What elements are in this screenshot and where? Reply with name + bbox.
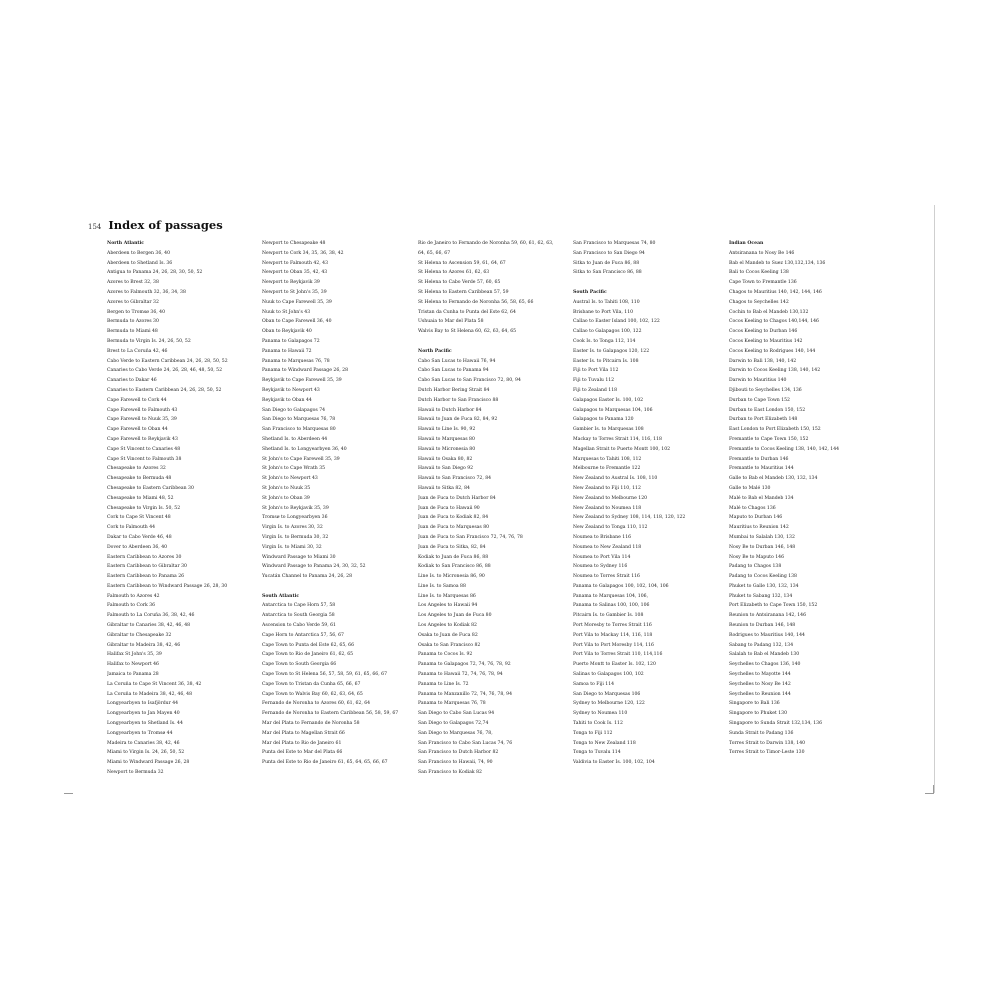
- index-entry: Hawaii to Marquesas 80: [418, 436, 475, 442]
- index-entry: Antarctica to South Georgia 58: [262, 613, 335, 619]
- index-column-2: [262, 239, 412, 768]
- index-entry: Dover to Aberdeen 36, 40: [107, 544, 168, 550]
- index-entry: Tonga to Fiji 112: [573, 730, 613, 736]
- index-entry: Austral Is. to Tahiti 108, 110: [573, 299, 640, 305]
- region-heading: South Pacific: [573, 289, 607, 295]
- index-entry: Galle to Bab el Mandeb 130, 132, 134: [729, 476, 818, 482]
- index-entry: Newport to Oban 35, 42, 43: [262, 270, 328, 276]
- index-entry: San Francisco to Marquesas 80: [262, 427, 336, 433]
- index-entry: Gibraltar to Chesapeake 32: [107, 632, 172, 638]
- index-entry: Phuket to Galle 130, 132, 134: [729, 583, 799, 589]
- index-entry: Panama to Galapagos 100, 102, 104, 106: [573, 583, 669, 589]
- index-entry: Punta del Este to Rio de Janeiro 61, 65, 64, 65, 66, 67: [262, 760, 388, 766]
- index-entry: Puerto Montt to Easter Is. 102, 120: [573, 662, 656, 668]
- index-entry: Fremantle to Cocos Keeling 138, 140, 142, 144: [729, 446, 840, 452]
- index-entry: Tonga to Tuvalu 114: [573, 750, 621, 756]
- index-entry: Juan de Fuca to Kodiak 82, 84: [418, 515, 489, 521]
- index-entry: Hawaii to San Diego 92: [418, 466, 474, 472]
- index-entry: Hawaii to Dutch Harbor 84: [418, 407, 482, 413]
- index-entry: Rodrigues to Mauritius 140, 144: [729, 632, 805, 638]
- index-entry: Sydney to Noumea 110: [573, 711, 628, 717]
- index-entry: Bermuda to Virgin Is. 24, 26, 50, 52: [107, 338, 191, 344]
- index-entry: Cabo San Lucas to Hawaii 76, 94: [418, 358, 496, 364]
- index-entry: Hawaii to Juan de Fuca 82, 84, 92: [418, 417, 498, 423]
- index-entry: Line Is. to Micronesia 86, 90: [418, 574, 485, 580]
- index-entry: Cape Town to Walvis Bay 60, 62, 63, 64, 65: [262, 691, 363, 697]
- index-column-1: [107, 239, 257, 778]
- index-entry: Juan de Fuca to Sitka, 82, 84: [418, 544, 486, 550]
- index-entry: St John's to Nuuk 35: [262, 485, 311, 491]
- index-entry: Miami to Virgin Is. 24, 26, 50, 52: [107, 750, 185, 756]
- index-entry: Newport to Bermuda 32: [107, 770, 164, 776]
- index-entry: Chesapeake to Azores 32: [107, 466, 166, 472]
- index-entry: Ascension to Cabo Verde 59, 61: [262, 623, 336, 629]
- index-entry: Longyearbyen to Tromsø 44: [107, 730, 173, 736]
- index-entry: Cape Horn to Antarctica 57, 56, 67: [262, 632, 344, 638]
- index-entry: Cape Farewell to Nuuk 35, 39: [107, 417, 177, 423]
- index-entry: San Francisco to Cabo San Lucas 74, 76: [418, 740, 513, 746]
- index-entry: 64, 65, 66, 67: [418, 250, 451, 256]
- index-entry: Hawaii to Micronesia 80: [418, 446, 476, 452]
- index-entry: Panama to Cocos Is. 92: [418, 652, 473, 658]
- index-entry: St John's to Oban 39: [262, 495, 310, 501]
- index-entry: Noumea to Sydney 116: [573, 564, 628, 570]
- index-entry: Easter Is. to Galapagos 120, 122: [573, 348, 650, 354]
- index-entry: Port Elizabeth to Cape Town 150, 152: [729, 603, 818, 609]
- index-entry: Chesapeake to Virgin Is. 50, 52: [107, 505, 181, 511]
- index-entry: Cochin to Bab el Mandeb 130,132: [729, 309, 809, 315]
- index-entry: Seychelles to Chagos 136, 140: [729, 662, 801, 668]
- index-entry: Chagos to Seychelles 142: [729, 299, 789, 305]
- index-entry: Bergen to Tromsø 36, 40: [107, 309, 166, 315]
- index-entry: Fiji to Zealand 118: [573, 387, 618, 393]
- index-entry: San Diego to Galapagos 72,74: [418, 721, 489, 727]
- index-entry: San Francisco to Kodiak 82: [418, 770, 482, 776]
- index-entry: San Francisco to Dutch Harbor 82: [418, 750, 499, 756]
- index-entry: Antigua to Panama 24, 26, 28, 30, 50, 52: [107, 270, 203, 276]
- index-entry: Azores to Falmouth 32, 36, 34, 38: [107, 289, 186, 295]
- index-entry: Galapagos to Panama 120: [573, 417, 634, 423]
- index-entry: Bermuda to Miami 48: [107, 329, 158, 335]
- index-entry: Line Is. to Marquesas 86: [418, 593, 476, 599]
- index-entry: San Diego to Marquesas 76, 78,: [418, 730, 493, 736]
- index-entry: Melbourne to Fremantle 122: [573, 466, 641, 472]
- index-entry: Port Vila to Mackay 114, 116, 118: [573, 632, 653, 638]
- index-entry: Noumea to New Zealand 118: [573, 544, 642, 550]
- index-entry: San Diego to Galapagos 74: [262, 407, 326, 413]
- index-entry: Windward Passage to Panama 24, 30, 32, 52: [262, 564, 366, 570]
- index-entry: Juan de Fuca to Marquesas 80: [418, 525, 490, 531]
- index-entry: Punta del Este to Mar del Plata 66: [262, 750, 343, 756]
- index-entry: Fernando de Noronha to Eastern Caribbean 56, 58, 59, 67: [262, 711, 399, 717]
- index-entry: Cape Town to Fremantle 136: [729, 280, 797, 286]
- index-entry: Durban to East London 150, 152: [729, 407, 806, 413]
- index-entry: Cape St Vincent to Canaries 48: [107, 446, 181, 452]
- index-entry: Callao to Galapagos 100, 122: [573, 329, 642, 335]
- index-entry: Seychelles to Nosy Be 142: [729, 681, 791, 687]
- index-entry: Valdivia to Easter Is. 100, 102, 104: [573, 760, 655, 766]
- index-entry: Tahiti to Cook Is. 112: [573, 721, 623, 727]
- spacer: [573, 278, 723, 288]
- index-entry: Cape Town to Punta del Este 62, 65, 66: [262, 642, 355, 648]
- index-entry: Reykjavik to Newport 43: [262, 387, 320, 393]
- index-entry: Longyearbyen to Jan Mayen 40: [107, 711, 180, 717]
- index-entry: San Francisco to Hawaii, 74, 90: [418, 760, 493, 766]
- index-entry: Marquesas to Tahiti 108, 112: [573, 456, 642, 462]
- index-entry: Bab el Mandeb to Suez 130,132,134, 136: [729, 260, 826, 266]
- index-entry: Windward Passage to Miami 30: [262, 554, 336, 560]
- index-entry: Cape Town to St Helena 56, 57, 58, 59, 61, 65, 66, 67: [262, 672, 387, 678]
- index-entry: Line Is. to Samoa 88: [418, 583, 466, 589]
- index-entry: Panama to Salinas 100, 100, 106: [573, 603, 650, 609]
- index-entry: Cape Farewell to Falmouth 43: [107, 407, 178, 413]
- index-entry: Darwin to Cocos Keeling 138, 140, 142: [729, 368, 821, 374]
- index-entry: Antarctica to Cape Horn 57, 58: [262, 603, 336, 609]
- index-entry: Chesapeake to Miami 48, 52: [107, 495, 174, 501]
- index-entry: Cape Farewell to Reykjavik 43: [107, 436, 178, 442]
- index-entry: St Helena to Fernando de Noronha 56, 58, 65, 66: [418, 299, 534, 305]
- index-entry: New Zealand to Tonga 110, 112: [573, 525, 648, 531]
- index-entry: Mauritius to Reunion 142: [729, 525, 789, 531]
- index-entry: Panama to Galapagos 72: [262, 338, 320, 344]
- index-entry: Easter Is. to Pitcairn Is. 108: [573, 358, 639, 364]
- index-entry: Oban to Cape Farewell 36, 40: [262, 319, 332, 325]
- index-entry: Port Vila to Torres Strait 110, 114,116: [573, 652, 663, 658]
- index-entry: Galle to Malé 130: [729, 485, 771, 491]
- index-entry: Canaries to Cabo Verde 24, 26, 28, 46, 48, 50, 52: [107, 368, 223, 374]
- index-entry: Reykjavik to Cape Farewell 35, 39: [262, 378, 342, 384]
- index-entry: Mar del Plata to Rio de Janeiro 61: [262, 740, 342, 746]
- index-entry: Madeira to Canaries 38, 42, 46: [107, 740, 180, 746]
- index-entry: Mackay to Torres Strait 114, 116, 118: [573, 436, 662, 442]
- index-entry: Cape Farewell to Oban 44: [107, 427, 168, 433]
- index-entry: New Zealand to Fiji 110, 112: [573, 485, 641, 491]
- page-number: 154: [88, 223, 102, 231]
- page-title: Index of passages: [108, 218, 223, 232]
- index-entry: Juan de Fuca to Dutch Harbor 84: [418, 495, 496, 501]
- index-entry: Osaka to Juan de Fuca 82: [418, 632, 478, 638]
- index-entry: Torres Strait to Timor-Leste 130: [729, 750, 805, 756]
- index-entry: Shetland Is. to Aberdeen 44: [262, 436, 328, 442]
- index-entry: Kodiak to San Francisco 86, 88: [418, 564, 491, 570]
- index-entry: Salalah to Bab el Mandeb 130: [729, 652, 800, 658]
- index-entry: Virgin Is. to Azores 30, 32: [262, 525, 323, 531]
- index-entry: Antsiranana to Nosy Be 146: [729, 250, 795, 256]
- index-entry: Fernando de Noronha to Azores 60, 61, 62, 64: [262, 701, 371, 707]
- index-entry: Cape Town to South Georgia 66: [262, 662, 337, 668]
- index-entry: Newport to Reykjavik 39: [262, 280, 320, 286]
- index-entry: Singapore to Phuket 130: [729, 711, 787, 717]
- index-entry: San Diego to Marquesas 106: [573, 691, 641, 697]
- index-entry: Eastern Caribbean to Azores 30: [107, 554, 182, 560]
- index-entry: Nuuk to St John's 43: [262, 309, 311, 315]
- index-entry: Sydney to Melbourne 120, 122: [573, 701, 645, 707]
- index-entry: Cork to Falmouth 44: [107, 525, 156, 531]
- index-entry: Djibouti to Seychelles 134, 136: [729, 387, 802, 393]
- index-entry: La Coruña to Cape St Vincent 36, 38, 42: [107, 681, 202, 687]
- index-entry: Malé to Bab el Mandeb 134: [729, 495, 794, 501]
- index-entry: Falmouth to Azores 42: [107, 593, 160, 599]
- index-entry: Rio de Janeiro to Fernando de Noronha 59, 60, 61, 62, 63,: [418, 241, 554, 246]
- index-entry: Torres Strait to Darwin 138, 140: [729, 740, 806, 746]
- index-entry: Cape St Vincent to Falmouth 38: [107, 456, 182, 462]
- index-entry: Dutch Harbor Bering Strait 84: [418, 387, 490, 393]
- index-entry: Gibraltar to Canaries 38, 42, 46, 48: [107, 623, 191, 629]
- index-entry: Tristan da Cunha to Punta del Este 62, 64: [418, 309, 516, 315]
- index-entry: Panama to Marquesas 104, 106,: [573, 593, 649, 599]
- index-entry: Falmouth to La Coruña 36, 38, 42, 46: [107, 613, 195, 619]
- index-entry: Darwin to Mauritius 140: [729, 378, 787, 384]
- index-entry: Darwin to Bali 138, 140, 142: [729, 358, 797, 364]
- index-entry: Noumea to Brisbane 116: [573, 534, 632, 540]
- index-entry: Panama to Line Is. 72: [418, 681, 469, 687]
- index-entry: Singapore to Bali 136: [729, 701, 780, 707]
- index-entry: Azores to Gibraltar 32: [107, 299, 159, 305]
- index-entry: Cocos Keeling to Durban 146: [729, 329, 798, 335]
- index-entry: Brest to La Coruña 42, 46: [107, 348, 168, 354]
- index-entry: Azores to Brest 32, 38: [107, 280, 159, 286]
- spacer: [418, 337, 568, 347]
- index-entry: Tonga to New Zealand 118: [573, 740, 636, 746]
- index-entry: Los Angeles to Kodiak 82: [418, 623, 477, 629]
- index-entry: Hawaii to Sitka 82, 84: [418, 485, 470, 491]
- region-heading: North Pacific: [418, 348, 452, 354]
- index-entry: St Helena to Ascension 59, 61, 64, 67: [418, 260, 506, 266]
- index-entry: Padang to Cocos Keeling 138: [729, 574, 797, 580]
- index-entry: Phuket to Sabang 132, 134: [729, 593, 793, 599]
- index-entry: Hawaii to San Francisco 72, 84: [418, 476, 492, 482]
- index-entry: Seychelles to Mayotte 144: [729, 672, 791, 678]
- index-entry: Eastern Caribbean to Gibraltar 30: [107, 564, 187, 570]
- index-entry: Cabo Verde to Eastern Caribbean 24, 26, 28, 50, 52: [107, 358, 228, 364]
- index-entry: St Helena to Cabo Verde 57, 60, 65: [418, 280, 501, 286]
- index-column-5: [729, 239, 879, 758]
- index-entry: East London to Port Elizabeth 150, 152: [729, 427, 821, 433]
- index-entry: Virgin Is. to Miami 30, 32: [262, 544, 322, 550]
- index-entry: Walvis Bay to St Helena 60, 62, 63, 64, 65: [418, 329, 517, 335]
- index-entry: Aberdeen to Shetland Is. 36: [107, 260, 173, 266]
- index-entry: Callao to Easter Island 100, 102, 122: [573, 319, 660, 325]
- index-entry: Dakar to Cabo Verde 46, 48: [107, 534, 172, 540]
- index-entry: Newport to Falmouth 42, 43: [262, 260, 328, 266]
- index-entry: Juan de Fuca to San Francisco 72, 74, 76, 78: [418, 534, 523, 540]
- index-entry: Reunion to Antsiranana 142, 146: [729, 613, 807, 619]
- index-entry: Malé to Chagos 136: [729, 505, 776, 511]
- index-entry: Singapore to Sunda Strait 132,134, 136: [729, 721, 822, 727]
- index-entry: Oban to Reykjavik 40: [262, 329, 312, 335]
- index-entry: Cocos Keeling to Chagos 140,144, 146: [729, 319, 819, 325]
- index-entry: Port Vila to Port Moresby 114, 116: [573, 642, 654, 648]
- index-entry: Eastern Caribbean to Panama 26: [107, 574, 185, 580]
- index-entry: Panama to Marquesas 76, 78: [418, 701, 486, 707]
- index-entry: Juan de Fuca to Hawaii 90: [418, 505, 480, 511]
- index-entry: New Zealand to Sydney 108, 114, 118, 120, 122: [573, 515, 686, 521]
- index-entry: Eastern Caribbean to Windward Passage 26, 28, 30: [107, 583, 228, 589]
- index-entry: Virgin Is. to Bermuda 30, 32: [262, 534, 329, 540]
- index-entry: Durban to Port Elizabeth 148: [729, 417, 798, 423]
- region-heading: North Atlantic: [107, 241, 145, 246]
- index-entry: Panama to Galapagos 72, 74, 76, 78, 92: [418, 662, 511, 668]
- index-entry: Mar del Plata to Magellan Strait 66: [262, 730, 345, 736]
- index-entry: San Diego to Marquesas 76, 78: [262, 417, 336, 423]
- index-entry: Los Angeles to Hawaii 94: [418, 603, 478, 609]
- index-entry: Hawaii to Osaka 80, 82: [418, 456, 473, 462]
- index-entry: St John's to Reykjavik 35, 39: [262, 505, 329, 511]
- index-entry: Galapagos to Marquesas 104, 106: [573, 407, 653, 413]
- index-entry: Newport to Cork 34, 35, 36, 38, 42: [262, 250, 344, 256]
- index-entry: Pitcairn Is. to Gambier Is. 108: [573, 613, 644, 619]
- index-entry: Cape Town to Tristan da Cunha 65, 66, 67: [262, 681, 361, 687]
- index-entry: St John's to Newport 43: [262, 476, 318, 482]
- index-entry: La Coruña to Madeira 38, 42, 46, 48: [107, 691, 193, 697]
- index-column-3: [418, 239, 568, 778]
- index-entry: Miami to Windward Passage 26, 28: [107, 760, 190, 766]
- page-header: [88, 218, 223, 232]
- index-entry: Gibraltar to Madeira 38, 42, 46: [107, 642, 181, 648]
- index-entry: Padang to Chagos 138: [729, 564, 782, 570]
- index-entry: Salinas to Galapagos 100, 102: [573, 672, 644, 678]
- index-entry: Panama to Hawaii 72: [262, 348, 312, 354]
- index-entry: Cape Town to Rio de Janeiro 61, 62, 65: [262, 652, 354, 658]
- index-column-4: [573, 239, 723, 768]
- index-entry: Magellan Strait to Puerto Montt 100, 102: [573, 446, 671, 452]
- spacer: [262, 582, 412, 592]
- index-entry: Cabo San Lucas to Panama 94: [418, 368, 489, 374]
- index-entry: Noumea to Port Vila 114: [573, 554, 631, 560]
- index-entry: Fremantle to Mauritius 144: [729, 466, 794, 472]
- index-entry: Panama to Manzanillo 72, 74, 76, 78, 94: [418, 691, 513, 697]
- index-entry: Hawaii to Line Is. 90, 92: [418, 427, 476, 433]
- index-entry: Newport to Chesapeake 48: [262, 241, 326, 246]
- index-entry: Cocos Keeling to Rodrigues 140, 144: [729, 348, 816, 354]
- index-entry: Sitka to Juan de Fuca 86, 88: [573, 260, 640, 266]
- index-entry: Yucatán Channel to Panama 24, 26, 28: [262, 574, 353, 580]
- index-entry: Brisbane to Port Vila, 110: [573, 309, 634, 315]
- index-entry: Los Angeles to Juan de Fuca 80: [418, 613, 492, 619]
- index-entry: New Zealand to Melbourne 120: [573, 495, 648, 501]
- index-entry: Cork to Cape St Vincent 48: [107, 515, 171, 521]
- index-entry: Sitka to San Francisco 86, 88: [573, 270, 642, 276]
- index-entry: Cabo San Lucas to San Francisco 72, 80, 94: [418, 378, 521, 384]
- index-entry: Bermuda to Azores 30: [107, 319, 159, 325]
- index-entry: Fiji to Tuvalu 112: [573, 378, 615, 384]
- index-entry: St John's to Cape Wrath 35: [262, 466, 326, 472]
- index-entry: Sunda Strait to Padang 136: [729, 730, 794, 736]
- index-entry: San Diego to Cabo San Lucas 94: [418, 711, 495, 717]
- index-entry: Newport to St John's 35, 39: [262, 289, 327, 295]
- index-entry: Nuuk to Cape Farewell 35, 39: [262, 299, 332, 305]
- index-entry: Halifax St John's 35, 39: [107, 652, 162, 658]
- index-entry: Bali to Cocos Keeling 138: [729, 270, 789, 276]
- index-entry: Maputo to Durban 146: [729, 515, 783, 521]
- index-entry: New Zealand to Noumea 118: [573, 505, 642, 511]
- index-entry: Dutch Harbor to San Francisco 88: [418, 397, 499, 403]
- index-entry: Gambier Is. to Marquesas 108: [573, 427, 644, 433]
- index-entry: Osaka to San Francisco 82: [418, 642, 481, 648]
- index-entry: Longyearbyen to Shetland Is. 44: [107, 721, 183, 727]
- crop-mark-right-vertical: [933, 785, 934, 794]
- index-entry: Nosy Be to Durban 146, 148: [729, 544, 796, 550]
- index-entry: St John's to Cape Farewell 35, 39: [262, 456, 340, 462]
- index-entry: Reykjavik to Oban 44: [262, 397, 312, 403]
- index-entry: Chagos to Mauritius 140, 142, 144, 146: [729, 289, 822, 295]
- index-entry: San Francisco to Marquesas 74, 80: [573, 241, 656, 246]
- index-entry: Panama to Hawaii 72, 74, 76, 78, 94: [418, 672, 503, 678]
- index-entry: Mumbai to Salalah 130, 132: [729, 534, 795, 540]
- index-entry: New Zealand to Austral Is. 108, 110: [573, 476, 658, 482]
- index-entry: Sabang to Padang 132, 134: [729, 642, 794, 648]
- index-entry: Fremantle to Durban 146: [729, 456, 789, 462]
- crop-mark-left: [64, 793, 73, 794]
- region-heading: South Atlantic: [262, 593, 300, 599]
- index-entry: Canaries to Eastern Caribbean 24, 26, 28, 50, 52: [107, 387, 222, 393]
- index-entry: Seychelles to Reunion 144: [729, 691, 791, 697]
- index-entry: Cape Farewell to Cork 44: [107, 397, 167, 403]
- index-entry: Falmouth to Cork 36: [107, 603, 156, 609]
- index-entry: Chesapeake to Eastern Caribbean 30: [107, 485, 194, 491]
- index-entry: Port Moresby to Torres Strait 116: [573, 623, 652, 629]
- index-entry: Aberdeen to Bergen 36, 40: [107, 250, 171, 256]
- index-entry: Shetland Is. to Longyearbyen 36, 40: [262, 446, 347, 452]
- index-entry: Fiji to Port Vila 112: [573, 368, 619, 374]
- index-entry: Longyearbyen to Isafjördur 44: [107, 701, 179, 707]
- index-entry: Samoa to Fiji 114: [573, 681, 615, 687]
- index-entry: Noumea to Torres Strait 116: [573, 574, 640, 580]
- index-entry: Reunion to Durban 146, 148: [729, 623, 796, 629]
- index-entry: Panama to Marquesas 76, 78: [262, 358, 330, 364]
- index-entry: Nosy Be to Maputo 146: [729, 554, 785, 560]
- index-entry: Mar del Plata to Fernando de Noronha 58: [262, 721, 360, 727]
- index-entry: Jamaica to Panama 28: [107, 672, 159, 678]
- index-entry: St Helena to Eastern Caribbean 57, 59: [418, 289, 509, 295]
- index-entry: Ushuaia to Mar del Plata 58: [418, 319, 484, 325]
- index-entry: Cocos Keeling to Mauritius 142: [729, 338, 803, 344]
- index-entry: St Helena to Azores 61, 62, 63: [418, 270, 490, 276]
- index-entry: Halifax to Newport 46: [107, 662, 159, 668]
- index-entry: Durban to Cape Town 152: [729, 397, 790, 403]
- index-entry: Chesapeake to Bermuda 48: [107, 476, 172, 482]
- region-heading: Indian Ocean: [729, 241, 764, 246]
- index-entry: Cook Is. to Tonga 112, 114: [573, 338, 636, 344]
- index-entry: Tromsø to Longyearbyen 36: [262, 515, 328, 521]
- index-entry: Canaries to Dakar 46: [107, 378, 157, 384]
- index-entry: Galapagos Easter Is. 100, 102: [573, 397, 644, 403]
- index-entry: Panama to Windward Passage 26, 28: [262, 368, 349, 374]
- index-entry: Kodiak to Juan de Fuca 86, 88: [418, 554, 489, 560]
- index-entry: Fremantle to Cape Town 150, 152: [729, 436, 809, 442]
- index-entry: San Francisco to San Diego 94: [573, 250, 645, 256]
